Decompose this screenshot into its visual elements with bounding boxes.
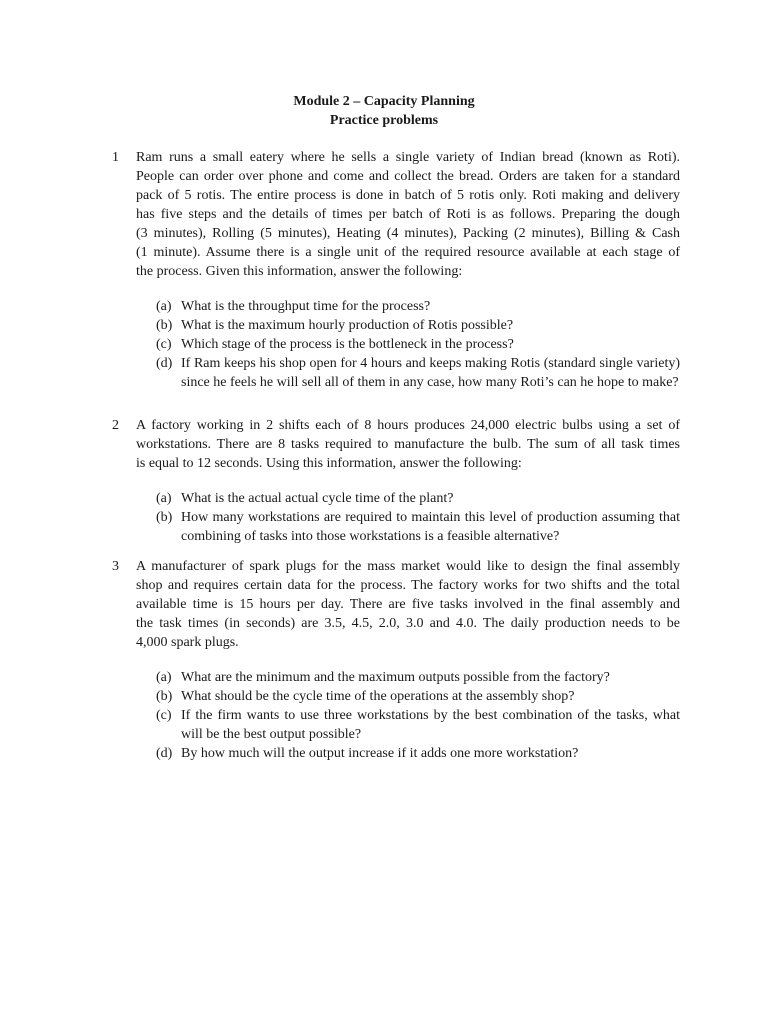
sub-question (156, 489, 680, 508)
problem-number: 3 (112, 559, 119, 574)
sub-question (156, 668, 680, 687)
sub-question-text: What is the actual actual cycle time of the plant? (181, 491, 454, 506)
stem-line: (3 minutes), Rolling (5 minutes), Heating (4 minutes), Packing (2 minutes), Billing & Cash (136, 226, 680, 241)
problem-stem (136, 557, 680, 652)
stem-line: is equal to 12 seconds. Using this information, answer the following: (136, 456, 522, 471)
stem-line: the task times (in seconds) are 3.5, 4.5, 2.0, 3.0 and 4.0. The daily production needs to be (136, 616, 680, 631)
sub-question-text: By how much will the output increase if it adds one more workstation? (181, 746, 579, 761)
problem-number: 1 (112, 150, 119, 165)
sub-question-label: (a) (156, 670, 172, 685)
stem-line: workstations. There are 8 tasks required to manufacture the bulb. The sum of all task times (136, 437, 680, 452)
sub-question-list (156, 297, 680, 392)
title-block (0, 92, 768, 130)
stem-line: the process. Given this information, answer the following: (136, 264, 463, 279)
sub-question-label: (c) (156, 708, 172, 723)
stem-line: available time is 15 hours per day. There are five tasks involved in the final assembly and (136, 597, 680, 612)
stem-line: Ram runs a small eatery where he sells a single variety of Indian bread (known as Roti). (136, 150, 680, 165)
sub-question-label: (a) (156, 299, 172, 314)
sub-question (156, 744, 680, 763)
sub-question-label: (b) (156, 689, 173, 704)
stem-line: People can order over phone and come and collect the bread. Orders are taken for a standard (136, 169, 680, 184)
stem-line: (1 minute). Assume there is a single unit of the required resource available at each stage of (136, 245, 680, 260)
sub-question (156, 354, 680, 392)
stem-line: has five steps and the details of times per batch of Roti is as follows. Preparing the dough (136, 207, 680, 222)
sub-question-label: (c) (156, 337, 172, 352)
sub-question-text: What should be the cycle time of the operations at the assembly shop? (181, 689, 575, 704)
sub-question-text: What is the maximum hourly production of Rotis possible? (181, 318, 514, 333)
sub-question-label: (d) (156, 356, 173, 371)
stem-line: shop and requires certain data for the process. The factory works for two shifts and the total (136, 578, 680, 593)
problem-number: 2 (112, 418, 119, 433)
stem-line: A factory working in 2 shifts each of 8 hours produces 24,000 electric bulbs using a set of (136, 418, 680, 433)
sub-question (156, 687, 680, 706)
module-title: Module 2 – Capacity Planning (293, 94, 475, 109)
problem-stem (136, 148, 680, 281)
sub-question-label: (b) (156, 318, 173, 333)
sub-question-label: (d) (156, 746, 173, 761)
subtitle: Practice problems (329, 113, 439, 128)
sub-question-text: What are the minimum and the maximum outputs possible from the factory? (181, 670, 610, 685)
problem-3 (112, 557, 680, 763)
sub-question-text: What is the throughput time for the process? (181, 299, 431, 314)
stem-line: 4,000 spark plugs. (136, 635, 239, 650)
sub-question-label: (b) (156, 510, 173, 525)
stem-line: A manufacturer of spark plugs for the mass market would like to design the final assembly (136, 559, 680, 574)
sub-question (156, 706, 680, 744)
sub-question-text: How many workstations are required to maintain this level of production assuming that combining of tasks into those workstations is a feasible alternative? (181, 510, 680, 544)
stem-line: pack of 5 rotis. The entire process is done in batch of 5 rotis only. Roti making and delivery (136, 188, 680, 203)
sub-question-text: If the firm wants to use three workstations by the best combination of the tasks, what will be the best output possible? (181, 708, 680, 742)
sub-question-list (156, 489, 680, 546)
sub-question (156, 335, 680, 354)
sub-question (156, 316, 680, 335)
sub-question-text: Which stage of the process is the bottleneck in the process? (181, 337, 514, 352)
sub-question-text: If Ram keeps his shop open for 4 hours and keeps making Rotis (standard single variety) since he feels he will sell all of them in any case, how many Roti’s can he hope to make? (181, 356, 680, 390)
problem-stem (136, 416, 680, 473)
problem-2 (112, 416, 680, 546)
sub-question (156, 297, 680, 316)
problem-1 (112, 148, 680, 392)
sub-question (156, 508, 680, 546)
sub-question-list (156, 668, 680, 763)
sub-question-label: (a) (156, 491, 172, 506)
